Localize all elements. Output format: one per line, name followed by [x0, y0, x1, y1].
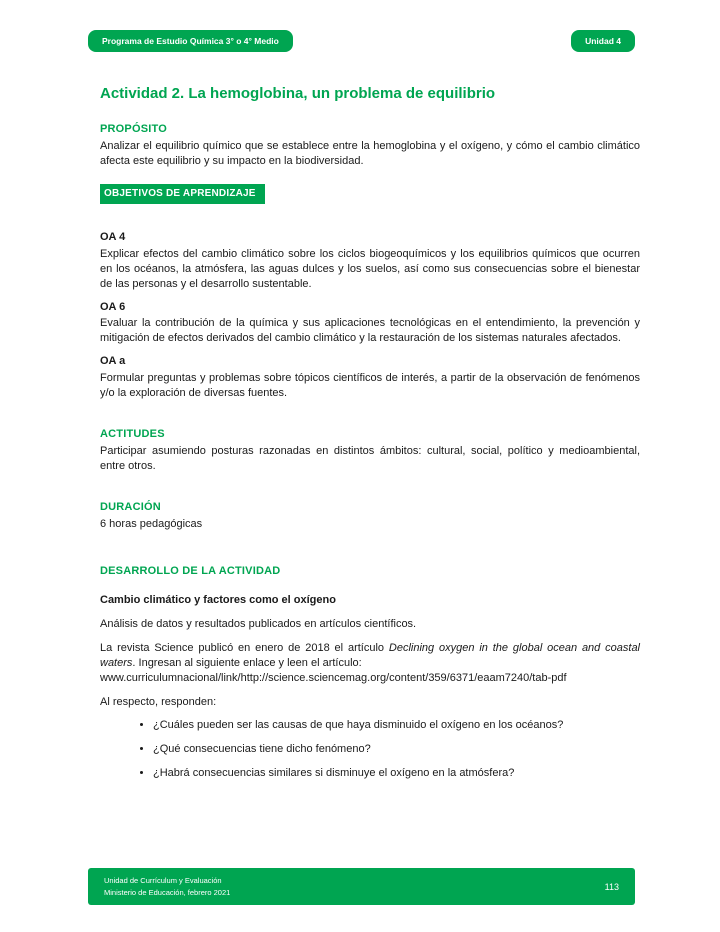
desarrollo-subtitle: Cambio climático y factores como el oxígeno — [100, 593, 336, 606]
article-text-after: . Ingresan al siguiente enlace y leen el artículo: — [132, 656, 362, 669]
actitudes-heading: ACTITUDES — [100, 428, 165, 441]
oa-item — [100, 230, 640, 292]
oa-label: OA a — [100, 355, 126, 368]
page-number: 113 — [604, 881, 619, 892]
oa-item — [100, 354, 640, 401]
article-title-italic: Declining oxygen in the global ocean and coastal waters — [100, 641, 641, 669]
oa-text: Evaluar la contribución de la química y sus aplicaciones tecnológicas en el entendimiento, la prevención y mitigación de efectos derivados del cambio climático y la restauración de los sistemas naturales afectados. — [100, 317, 640, 345]
article-text-before: La revista Science publicó en enero de 2018 el artículo — [100, 641, 389, 654]
unit-badge: Unidad 4 — [571, 30, 635, 52]
question-item: • ¿Habrá consecuencias similares si disminuye el oxígeno en la atmósfera? — [153, 766, 640, 781]
oa-item — [100, 300, 640, 347]
objetivos-heading: OBJETIVOS DE APRENDIZAJE — [100, 184, 265, 204]
activity-title: Actividad 2. La hemoglobina, un problema de equilibrio — [100, 85, 496, 102]
duracion-heading: DURACIÓN — [100, 501, 161, 514]
question-item: • ¿Cuáles pueden ser las causas de que haya disminuido el oxígeno en los océanos? — [153, 718, 640, 733]
footer-org — [104, 875, 230, 899]
respond-label: Al respecto, responden: — [100, 695, 217, 708]
footer-org-line1: Unidad de Currículum y Evaluación — [104, 875, 222, 885]
question-item: • ¿Qué consecuencias tiene dicho fenómeno? — [153, 742, 640, 757]
oa-text: Explicar efectos del cambio climático sobre los ciclos biogeoquímicos y los equilibrios químicos que ocurren en los océanos, la atmósfera, las aguas dulces y los suelos, así como sus consecuencias sobre el bienestar de las personas y el desarrollo sustentable. — [100, 247, 640, 290]
article-url-link[interactable]: www.curriculumnacional/link/http://science.sciencemag.org/content/359/6371/eaam7240/tab-pdf — [100, 671, 567, 684]
oa-label: OA 6 — [100, 300, 126, 313]
oa-label: OA 4 — [100, 230, 126, 243]
duracion-body: 6 horas pedagógicas — [100, 518, 203, 531]
desarrollo-heading: DESARROLLO DE LA ACTIVIDAD — [100, 565, 281, 577]
proposito-body: Analizar el equilibrio químico que se establece entre la hemoglobina y el oxígeno, y cómo el cambio climático afecta este equilibrio y su impacto en la biodiversidad. — [100, 140, 640, 168]
article-paragraph — [100, 641, 640, 686]
program-badge: Programa de Estudio Química 3° o 4° Medio — [88, 30, 293, 52]
footer-org-line2: Ministerio de Educación, febrero 2021 — [104, 887, 231, 897]
page-content — [100, 85, 640, 781]
oa-text: Formular preguntas y problemas sobre tópicos científicos de interés, a partir de la observación de fenómenos y/o la exploración de diversas fuentes. — [100, 372, 640, 400]
proposito-heading: PROPÓSITO — [100, 123, 167, 136]
desarrollo-intro: Análisis de datos y resultados publicados en artículos científicos. — [100, 617, 417, 630]
questions-list — [100, 718, 640, 781]
page-footer — [88, 868, 635, 905]
page-header — [0, 0, 720, 52]
actitudes-body: Participar asumiendo posturas razonadas en distintos ámbitos: cultural, social, político y medioambiental, entre otros. — [100, 445, 640, 473]
